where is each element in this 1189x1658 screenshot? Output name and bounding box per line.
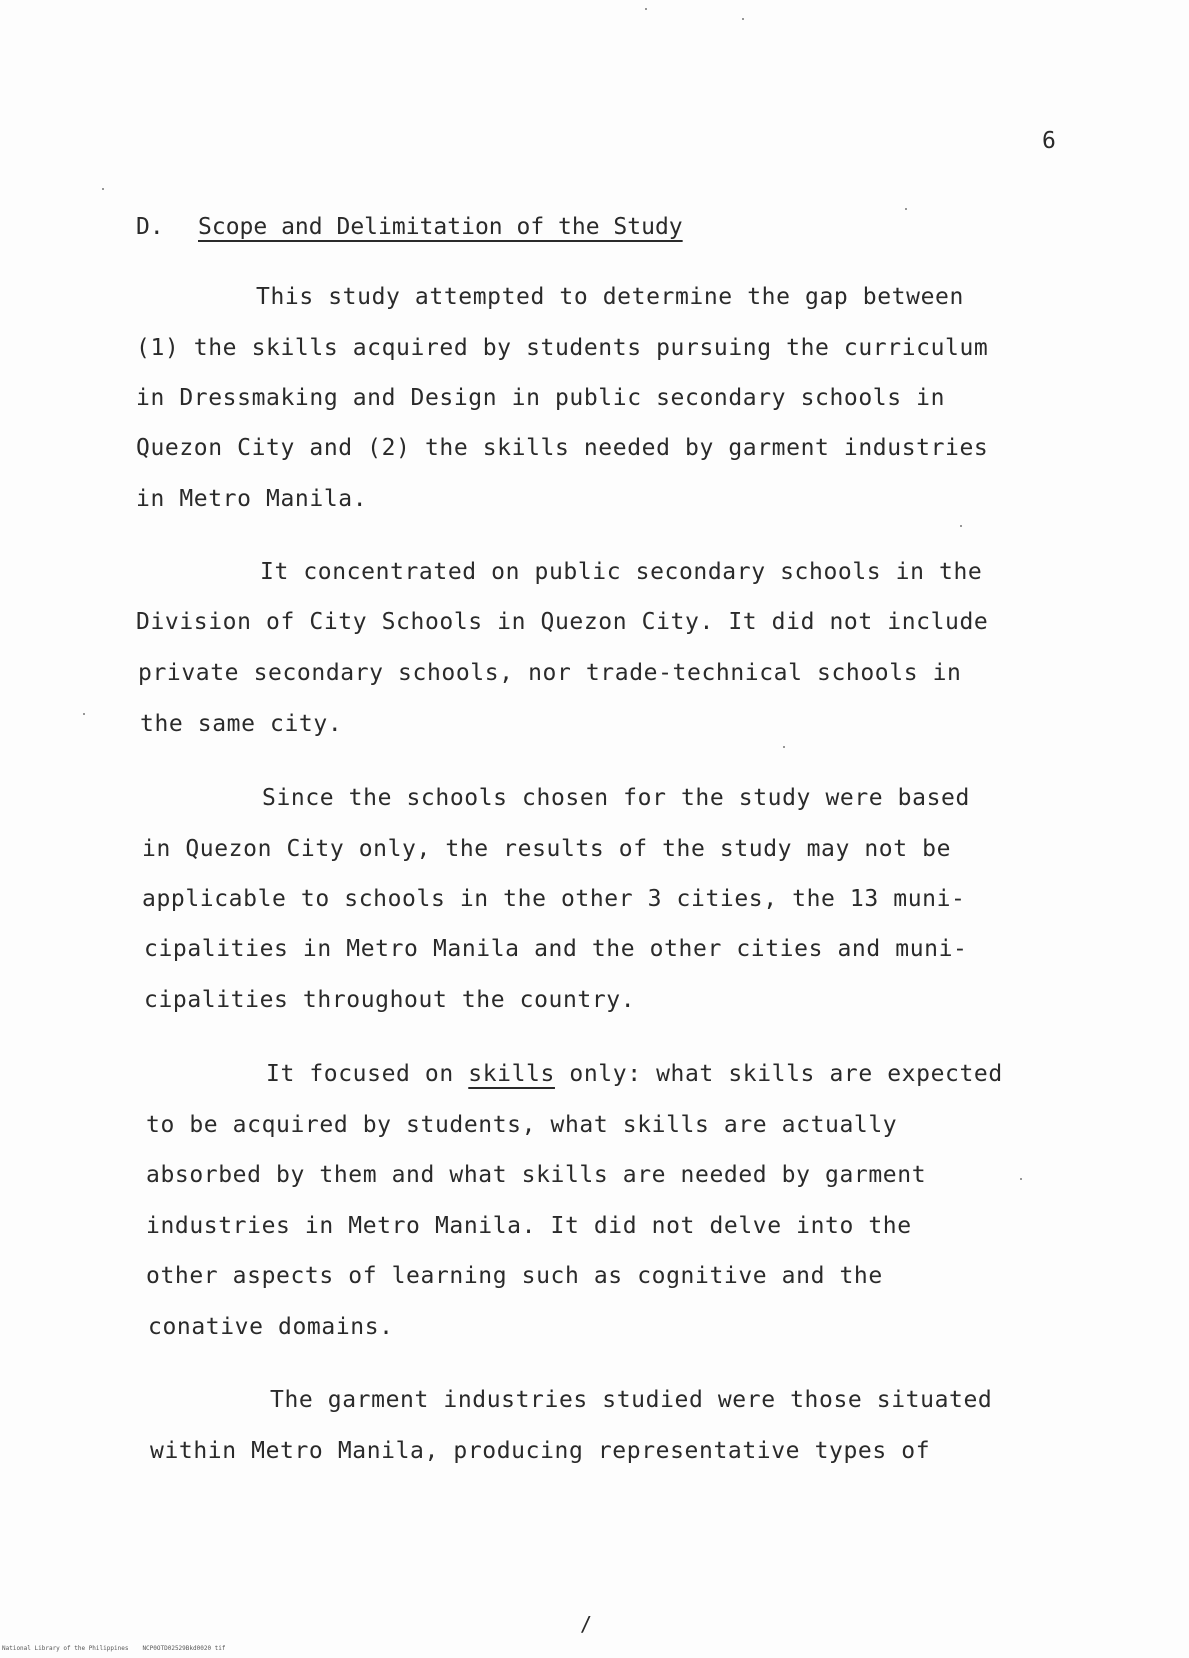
paragraph-3-line-5: cipalities throughout the country.	[144, 987, 636, 1013]
paragraph-1-line-5: in Metro Manila.	[136, 486, 368, 512]
paragraph-1-line-4: Quezon City and (2) the skills needed by garment industries	[136, 435, 989, 461]
paragraph-4-line-1-end: only: what skills are expected	[554, 1061, 1003, 1087]
scan-speck	[960, 525, 962, 527]
paragraph-3-line-2: in Quezon City only, the results of the study may not be	[142, 836, 952, 862]
scan-speck	[783, 746, 785, 748]
scan-speck	[742, 18, 744, 20]
paragraph-2-line-2: Division of City Schools in Quezon City. It did not include	[136, 609, 989, 635]
paragraph-3-line-1: Since the schools chosen for the study were based	[262, 785, 970, 811]
footer-mark: /	[580, 1612, 593, 1636]
paragraph-2-line-3: private secondary schools, nor trade-technical schools in	[138, 660, 962, 686]
paragraph-3-line-3: applicable to schools in the other 3 cities, the 13 muni-	[142, 886, 966, 912]
paragraph-5-line-2: within Metro Manila, producing representative types of	[150, 1438, 931, 1464]
emphasis-skills: skills	[468, 1061, 555, 1087]
paragraph-4-line-1	[266, 1061, 1003, 1087]
section-heading	[136, 214, 683, 240]
paragraph-1-line-2: (1) the skills acquired by students pursuing the curriculum	[136, 335, 989, 361]
section-letter: D.	[136, 214, 164, 240]
paragraph-2-line-1: It concentrated on public secondary schools in the	[260, 559, 983, 585]
scan-speck	[1020, 1178, 1022, 1180]
footer-code: NCP0OTD02529Bkd0020 tif	[142, 1645, 226, 1652]
scan-speck	[645, 8, 647, 10]
scan-speck	[905, 208, 907, 210]
paragraph-4-line-2: to be acquired by students, what skills are actually	[146, 1112, 898, 1138]
scan-footer	[2, 1645, 240, 1652]
paragraph-4-line-1-start: It focused on	[266, 1061, 469, 1087]
scan-speck	[83, 713, 85, 715]
paragraph-4-line-3: absorbed by them and what skills are needed by garment	[146, 1162, 927, 1188]
paragraph-3-line-4: cipalities in Metro Manila and the other cities and muni-	[144, 936, 968, 962]
paragraph-4-line-5: other aspects of learning such as cognitive and the	[146, 1263, 883, 1289]
paragraph-4-line-4: industries in Metro Manila. It did not delve into the	[146, 1213, 912, 1239]
section-title: Scope and Delimitation of the Study	[198, 214, 683, 240]
paragraph-5-line-1: The garment industries studied were those situated	[270, 1387, 993, 1413]
scan-speck	[102, 188, 104, 190]
paragraph-1-line-3: in Dressmaking and Design in public secondary schools in	[136, 385, 946, 411]
paragraph-2-line-4: the same city.	[140, 711, 343, 737]
page-number: 6	[1042, 128, 1056, 154]
paragraph-1-line-1: This study attempted to determine the gap between	[256, 284, 964, 310]
paragraph-4-line-6: conative domains.	[148, 1314, 394, 1340]
footer-library: National Library of the Philippines	[2, 1645, 129, 1652]
